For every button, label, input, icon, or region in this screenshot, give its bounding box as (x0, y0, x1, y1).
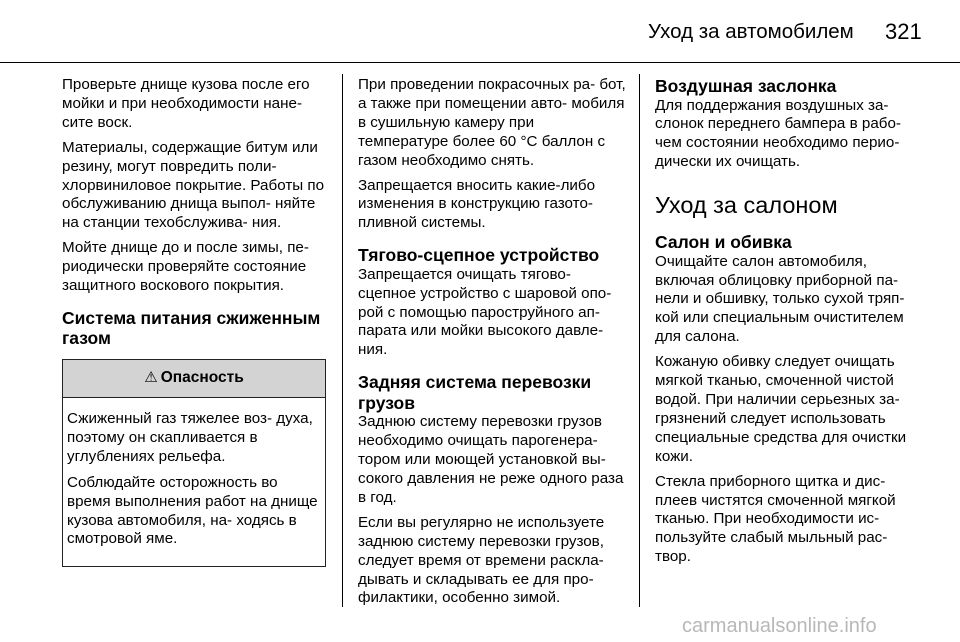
paragraph: Стекла приборного щитка и дис- плеев чистятся смоченной мягкой тканью. При необходимости ис- пользуйте слабый мыльный рас- твор. (655, 472, 896, 566)
section-heading-towbar: Тягово-сцепное устройство (358, 245, 600, 266)
chapter-heading-interior-care: Уход за салоном (655, 192, 838, 219)
paragraph: Материалы, содержащие битум или резину, могут повредить поли- хлорвиниловое покрытие. Работы по обслуживанию днища выпол- няйте на станции техобслужива- ния. (62, 138, 325, 232)
header-divider (0, 62, 960, 63)
paragraph: Кожаную обивку следует очищать мягкой тканью, смоченной чистой водой. При наличии серьезных за- грязнений следует использовать специальные средства для очистки кожи. (655, 353, 907, 465)
page-header (0, 0, 960, 62)
paragraph: При проведении покрасочных ра- бот, а также при помещении авто- мобиля в сушильную камеру при температуре более 60 °C баллон с газом необходимо снять. (358, 76, 626, 169)
warning-header (63, 360, 325, 398)
section-heading-rear-carrier: Задняя система перевозки грузов (358, 372, 592, 413)
column-right (655, 76, 927, 573)
page-title: Уход за автомобилем (648, 20, 854, 43)
warning-body (63, 398, 325, 566)
column-divider-1 (342, 74, 343, 607)
watermark: carmanualsonline.info (682, 615, 877, 637)
warning-text: Соблюдайте осторожность во время выполнения работ на днище кузова автомобиля, на- ходясь в смотровой яме. (67, 473, 318, 548)
paragraph: Проверьте днище кузова после его мойки и при необходимости нане- сите воск. (62, 76, 310, 131)
paragraph: Мойте днище до и после зимы, пе- риодически проверяйте состояние защитного воскового покрытия. (62, 239, 309, 295)
warning-triangle-icon: ⚠ (144, 369, 158, 387)
danger-warning-box (62, 359, 326, 567)
paragraph: Запрещается очищать тягово- сцепное устройство с шаровой опо- рой с помощью пароструйного ап- парата или мойки высокого давле- ния. (358, 265, 612, 359)
warning-text: Сжиженный газ тяжелее воз- духа, поэтому он скапливается в углублениях рельефа. (67, 409, 313, 465)
column-left (62, 76, 328, 567)
paragraph: Запрещается вносить какие-либо изменения в конструкцию газото- пливной системы. (358, 176, 596, 232)
section-heading-lpg: Система питания сжиженным газом (62, 307, 321, 349)
section-heading-air-shutter: Воздушная заслонка (655, 76, 837, 96)
column-middle (358, 76, 626, 614)
column-divider-2 (639, 74, 640, 607)
page-number: 321 (885, 19, 922, 44)
section-heading-interior-upholstery: Салон и обивка (655, 232, 792, 253)
paragraph: Очищайте салон автомобиля, включая облицовку приборной па- нели и обшивку, только сухой тряп- кой или специальным очистителем для салона. (655, 252, 905, 346)
paragraph: Для поддержания воздушных за- слонок переднего бампера в рабо- чем состоянии необходимо перио- дически их очищать. (655, 96, 901, 171)
paragraph: Заднюю систему перевозки грузов необходимо очищать парогенера- тором или моющей установкой вы- сокого давления не реже одного раза в год. (358, 413, 624, 506)
paragraph: Если вы регулярно не используете заднюю систему перевозки грузов, следует время от времени раскла- дывать и складывать ее для про- филактики, особенно зимой. (358, 513, 605, 607)
warning-title: Опасность (160, 369, 244, 387)
